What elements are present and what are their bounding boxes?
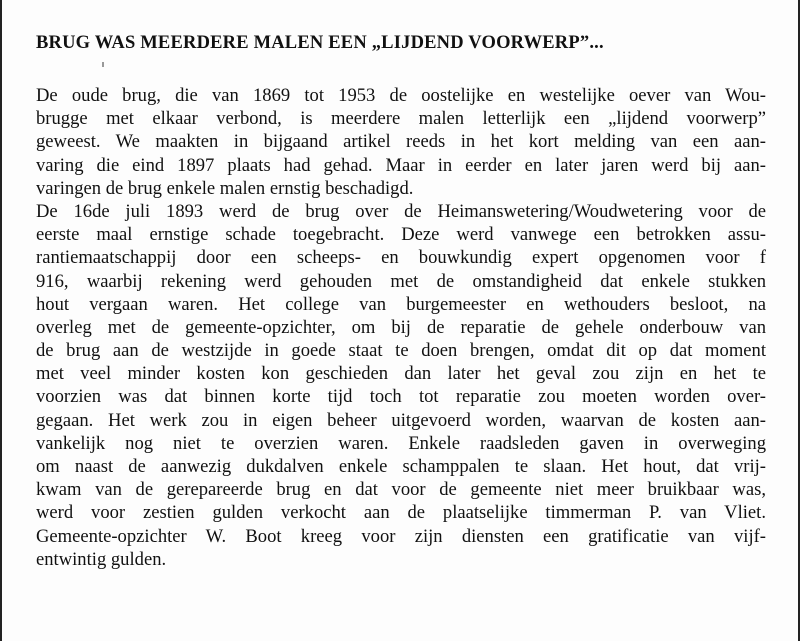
text-line: kwam van de gerepareerde brug en dat voor de gemeente niet meer bruikbaar was, bbox=[36, 479, 766, 501]
text-line: voorzien was dat binnen korte tijd toch tot reparatie zou moeten worden over- bbox=[36, 386, 766, 408]
text-line: werd voor zestien gulden verkocht aan de plaatselijke timmerman P. van Vliet. bbox=[36, 502, 766, 524]
text-line: varingen de brug enkele malen ernstig beschadigd. bbox=[36, 177, 414, 199]
text-line: geweest. We maakten in bijgaand artikel reeds in het kort melding van een aan- bbox=[36, 131, 766, 153]
text-line: rantiemaatschappij door een scheeps- en bouwkundig expert opgenomen voor f bbox=[36, 247, 766, 269]
text-line: de brug aan de westzijde in goede staat te doen brengen, omdat dit op dat moment bbox=[36, 340, 766, 362]
text-line: met veel minder kosten kon geschieden dan later het geval zou zijn en het te bbox=[36, 363, 766, 385]
left-border bbox=[0, 0, 2, 641]
text-line: De 16de juli 1893 werd de brug over de Heimanswetering/Woudwetering voor de bbox=[36, 200, 766, 222]
text-line: brugge met elkaar verbond, is meerdere malen letterlijk een „lijdend voorwerp” bbox=[36, 108, 766, 130]
text-line: entwintig gulden. bbox=[36, 548, 167, 570]
text-line: eerste maal ernstige schade toegebracht. Deze werd vanwege een betrokken assu- bbox=[36, 224, 766, 246]
text-line: overleg met de gemeente-opzichter, om bij de reparatie de gehele onderbouw van bbox=[36, 316, 766, 338]
scan-speck bbox=[102, 62, 104, 67]
article-body bbox=[36, 84, 766, 571]
text-line: De oude brug, die van 1869 tot 1953 de oostelijke en westelijke oever van Wou- bbox=[36, 85, 766, 106]
text-line: om naast de aanwezig dukdalven enkele schamppalen te slaan. Het hout, dat vrij- bbox=[36, 456, 766, 477]
text-line: hout vergaan waren. Het college van burgemeester en wethouders besloot, na bbox=[36, 293, 766, 315]
text-line: 916, waarbij rekening werd gehouden met de omstandigheid dat enkele stukken bbox=[36, 270, 766, 292]
text-line: vankelijk nog niet te overzien waren. Enkele raadsleden gaven in overweging bbox=[36, 432, 766, 454]
text-line: varing die eind 1897 plaats had gehad. Maar in eerder en later jaren werd bij aan- bbox=[36, 154, 766, 176]
article-heading: BRUG WAS MEERDERE MALEN EEN „LIJDEND VOORWERP”... bbox=[36, 33, 604, 53]
text-line: gegaan. Het werk zou in eigen beheer uitgevoerd worden, waarvan de kosten aan- bbox=[36, 409, 766, 431]
text-line: Gemeente-opzichter W. Boot kreeg voor zijn diensten een gratificatie van vijf- bbox=[36, 525, 766, 547]
